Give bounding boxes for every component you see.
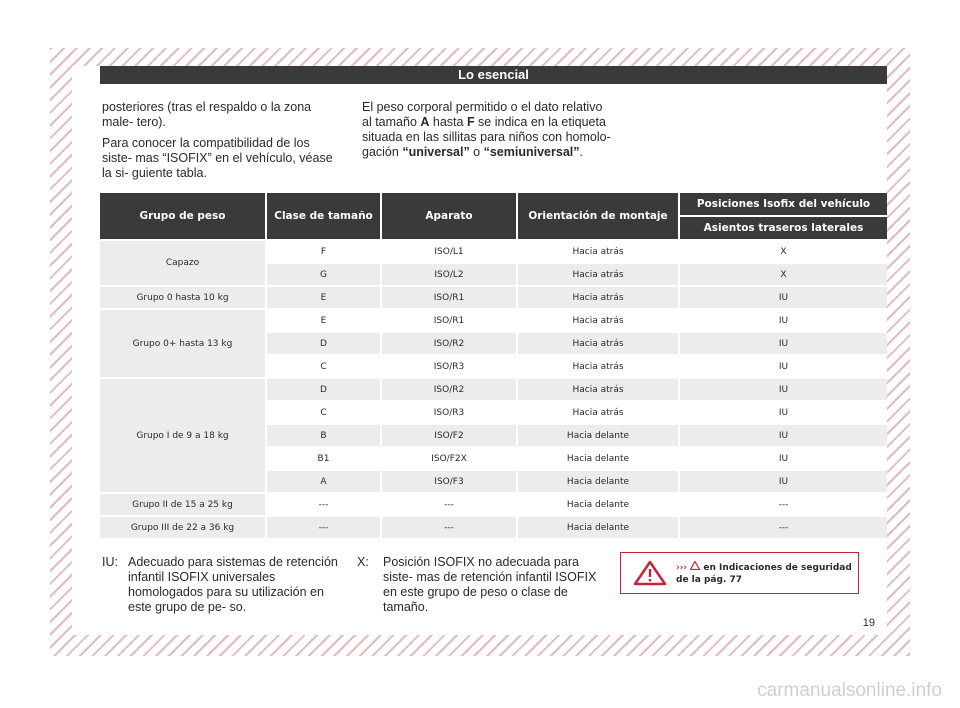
asientos-cell: IU — [680, 310, 887, 333]
asientos-cell: IU — [680, 356, 887, 379]
orientacion-cell: Hacia atrás — [518, 379, 680, 402]
header-aparato: Aparato — [382, 193, 518, 241]
table-row — [100, 517, 887, 540]
header-asientos: Asientos traseros laterales — [680, 217, 887, 241]
orientacion-cell: Hacia atrás — [518, 287, 680, 310]
orientacion-cell: Hacia atrás — [518, 402, 680, 425]
aparato-cell: ISO/R1 — [382, 287, 518, 310]
text-run: se indica en la etiqueta situada en las sillitas para niños con homolo- gación — [362, 115, 611, 159]
orientacion-cell: Hacia atrás — [518, 356, 680, 379]
asientos-cell: IU — [680, 333, 887, 356]
asientos-cell: IU — [680, 402, 887, 425]
note-x-key: X: — [357, 555, 369, 569]
clase-cell: F — [267, 241, 382, 264]
group-cell: Grupo II de 15 a 25 kg — [100, 494, 267, 517]
text-run: o — [469, 145, 484, 159]
table-row — [100, 379, 887, 402]
asientos-cell: IU — [680, 287, 887, 310]
asientos-cell: IU — [680, 379, 887, 402]
orientacion-cell: Hacia delante — [518, 494, 680, 517]
orientacion-cell: Hacia atrás — [518, 264, 680, 287]
clase-cell: --- — [267, 494, 382, 517]
chevron-icon: ››› — [676, 563, 688, 573]
asientos-cell: IU — [680, 471, 887, 494]
asientos-cell: --- — [680, 494, 887, 517]
orientacion-cell: Hacia atrás — [518, 333, 680, 356]
clase-cell: D — [267, 333, 382, 356]
intro-paragraph-2: Para conocer la compatibilidad de los siste- mas “ISOFIX” en el vehículo, véase la si- guiente tabla. — [102, 136, 333, 180]
clase-cell: C — [267, 402, 382, 425]
clase-cell: B1 — [267, 448, 382, 471]
group-cell: Grupo I de 9 a 18 kg — [100, 379, 267, 494]
clase-cell: D — [267, 379, 382, 402]
group-cell: Capazo — [100, 241, 267, 287]
section-header: Lo esencial — [100, 66, 887, 84]
note-iu-text: Adecuado para sistemas de retención infantil ISOFIX universales homologados para su utilización en este grupo de pe- so. — [128, 555, 338, 614]
header-grupo: Grupo de peso — [100, 193, 267, 241]
safety-reference-box — [620, 552, 859, 594]
orientacion-cell: Hacia atrás — [518, 241, 680, 264]
table-row — [100, 310, 887, 333]
clase-cell: A — [267, 471, 382, 494]
aparato-cell: ISO/R2 — [382, 333, 518, 356]
aparato-cell: ISO/R1 — [382, 310, 518, 333]
intro-column-right — [362, 100, 612, 166]
semiuniversal-label: “semiuniversal” — [483, 145, 580, 159]
header-posiciones: Posiciones Isofix del vehículo — [680, 193, 887, 217]
text-run: El peso corporal permitido o el dato relativo al tamaño — [362, 100, 603, 129]
note-iu-key: IU: — [102, 555, 118, 569]
aparato-cell: ISO/F3 — [382, 471, 518, 494]
aparato-cell: ISO/F2 — [382, 425, 518, 448]
safety-reference-text[interactable] — [676, 561, 856, 586]
isofix-table — [100, 193, 887, 540]
asientos-cell: X — [680, 264, 887, 287]
clase-cell: G — [267, 264, 382, 287]
safety-reference-label: en Indicaciones de seguridad de la pág. 77 — [676, 563, 852, 585]
header-clase: Clase de tamaño — [267, 193, 382, 241]
clase-cell: --- — [267, 517, 382, 540]
aparato-cell: ISO/R3 — [382, 402, 518, 425]
manual-page — [72, 66, 887, 635]
orientacion-cell: Hacia delante — [518, 471, 680, 494]
aparato-cell: ISO/L2 — [382, 264, 518, 287]
intro-column-left — [102, 100, 342, 187]
group-cell: Grupo III de 22 a 36 kg — [100, 517, 267, 540]
orientacion-cell: Hacia atrás — [518, 310, 680, 333]
asientos-cell: X — [680, 241, 887, 264]
asientos-cell: IU — [680, 425, 887, 448]
note-x-text: Posición ISOFIX no adecuada para siste- mas de retención infantil ISOFIX en este grupo de peso o clase de tamaño. — [383, 555, 597, 614]
intro-paragraph-3 — [362, 100, 612, 160]
aparato-cell: ISO/R3 — [382, 356, 518, 379]
asientos-cell: IU — [680, 448, 887, 471]
watermark: carmanualsonline.info — [757, 680, 942, 701]
aparato-cell: --- — [382, 494, 518, 517]
aparato-cell: ISO/R2 — [382, 379, 518, 402]
warning-triangle-icon — [633, 560, 667, 590]
orientacion-cell: Hacia delante — [518, 517, 680, 540]
size-a-label: A — [420, 115, 430, 129]
text-run: hasta — [429, 115, 467, 129]
clase-cell: E — [267, 310, 382, 333]
orientacion-cell: Hacia delante — [518, 425, 680, 448]
universal-label: “universal” — [402, 145, 470, 159]
page-number: 19 — [862, 617, 875, 629]
orientacion-cell: Hacia delante — [518, 448, 680, 471]
header-orientacion: Orientación de montaje — [518, 193, 680, 241]
group-cell: Grupo 0+ hasta 13 kg — [100, 310, 267, 379]
small-warning-icon — [690, 561, 700, 570]
intro-paragraph-1: posteriores (tras el respaldo o la zona male- tero). — [102, 100, 312, 129]
aparato-cell: ISO/F2X — [382, 448, 518, 471]
size-f-label: F — [466, 115, 475, 129]
text-run: . — [579, 145, 583, 159]
asientos-cell: --- — [680, 517, 887, 540]
aparato-cell: ISO/L1 — [382, 241, 518, 264]
aparato-cell: --- — [382, 517, 518, 540]
clase-cell: C — [267, 356, 382, 379]
group-cell: Grupo 0 hasta 10 kg — [100, 287, 267, 310]
table-row — [100, 287, 887, 310]
table-row — [100, 241, 887, 264]
clase-cell: E — [267, 287, 382, 310]
clase-cell: B — [267, 425, 382, 448]
table-row — [100, 494, 887, 517]
